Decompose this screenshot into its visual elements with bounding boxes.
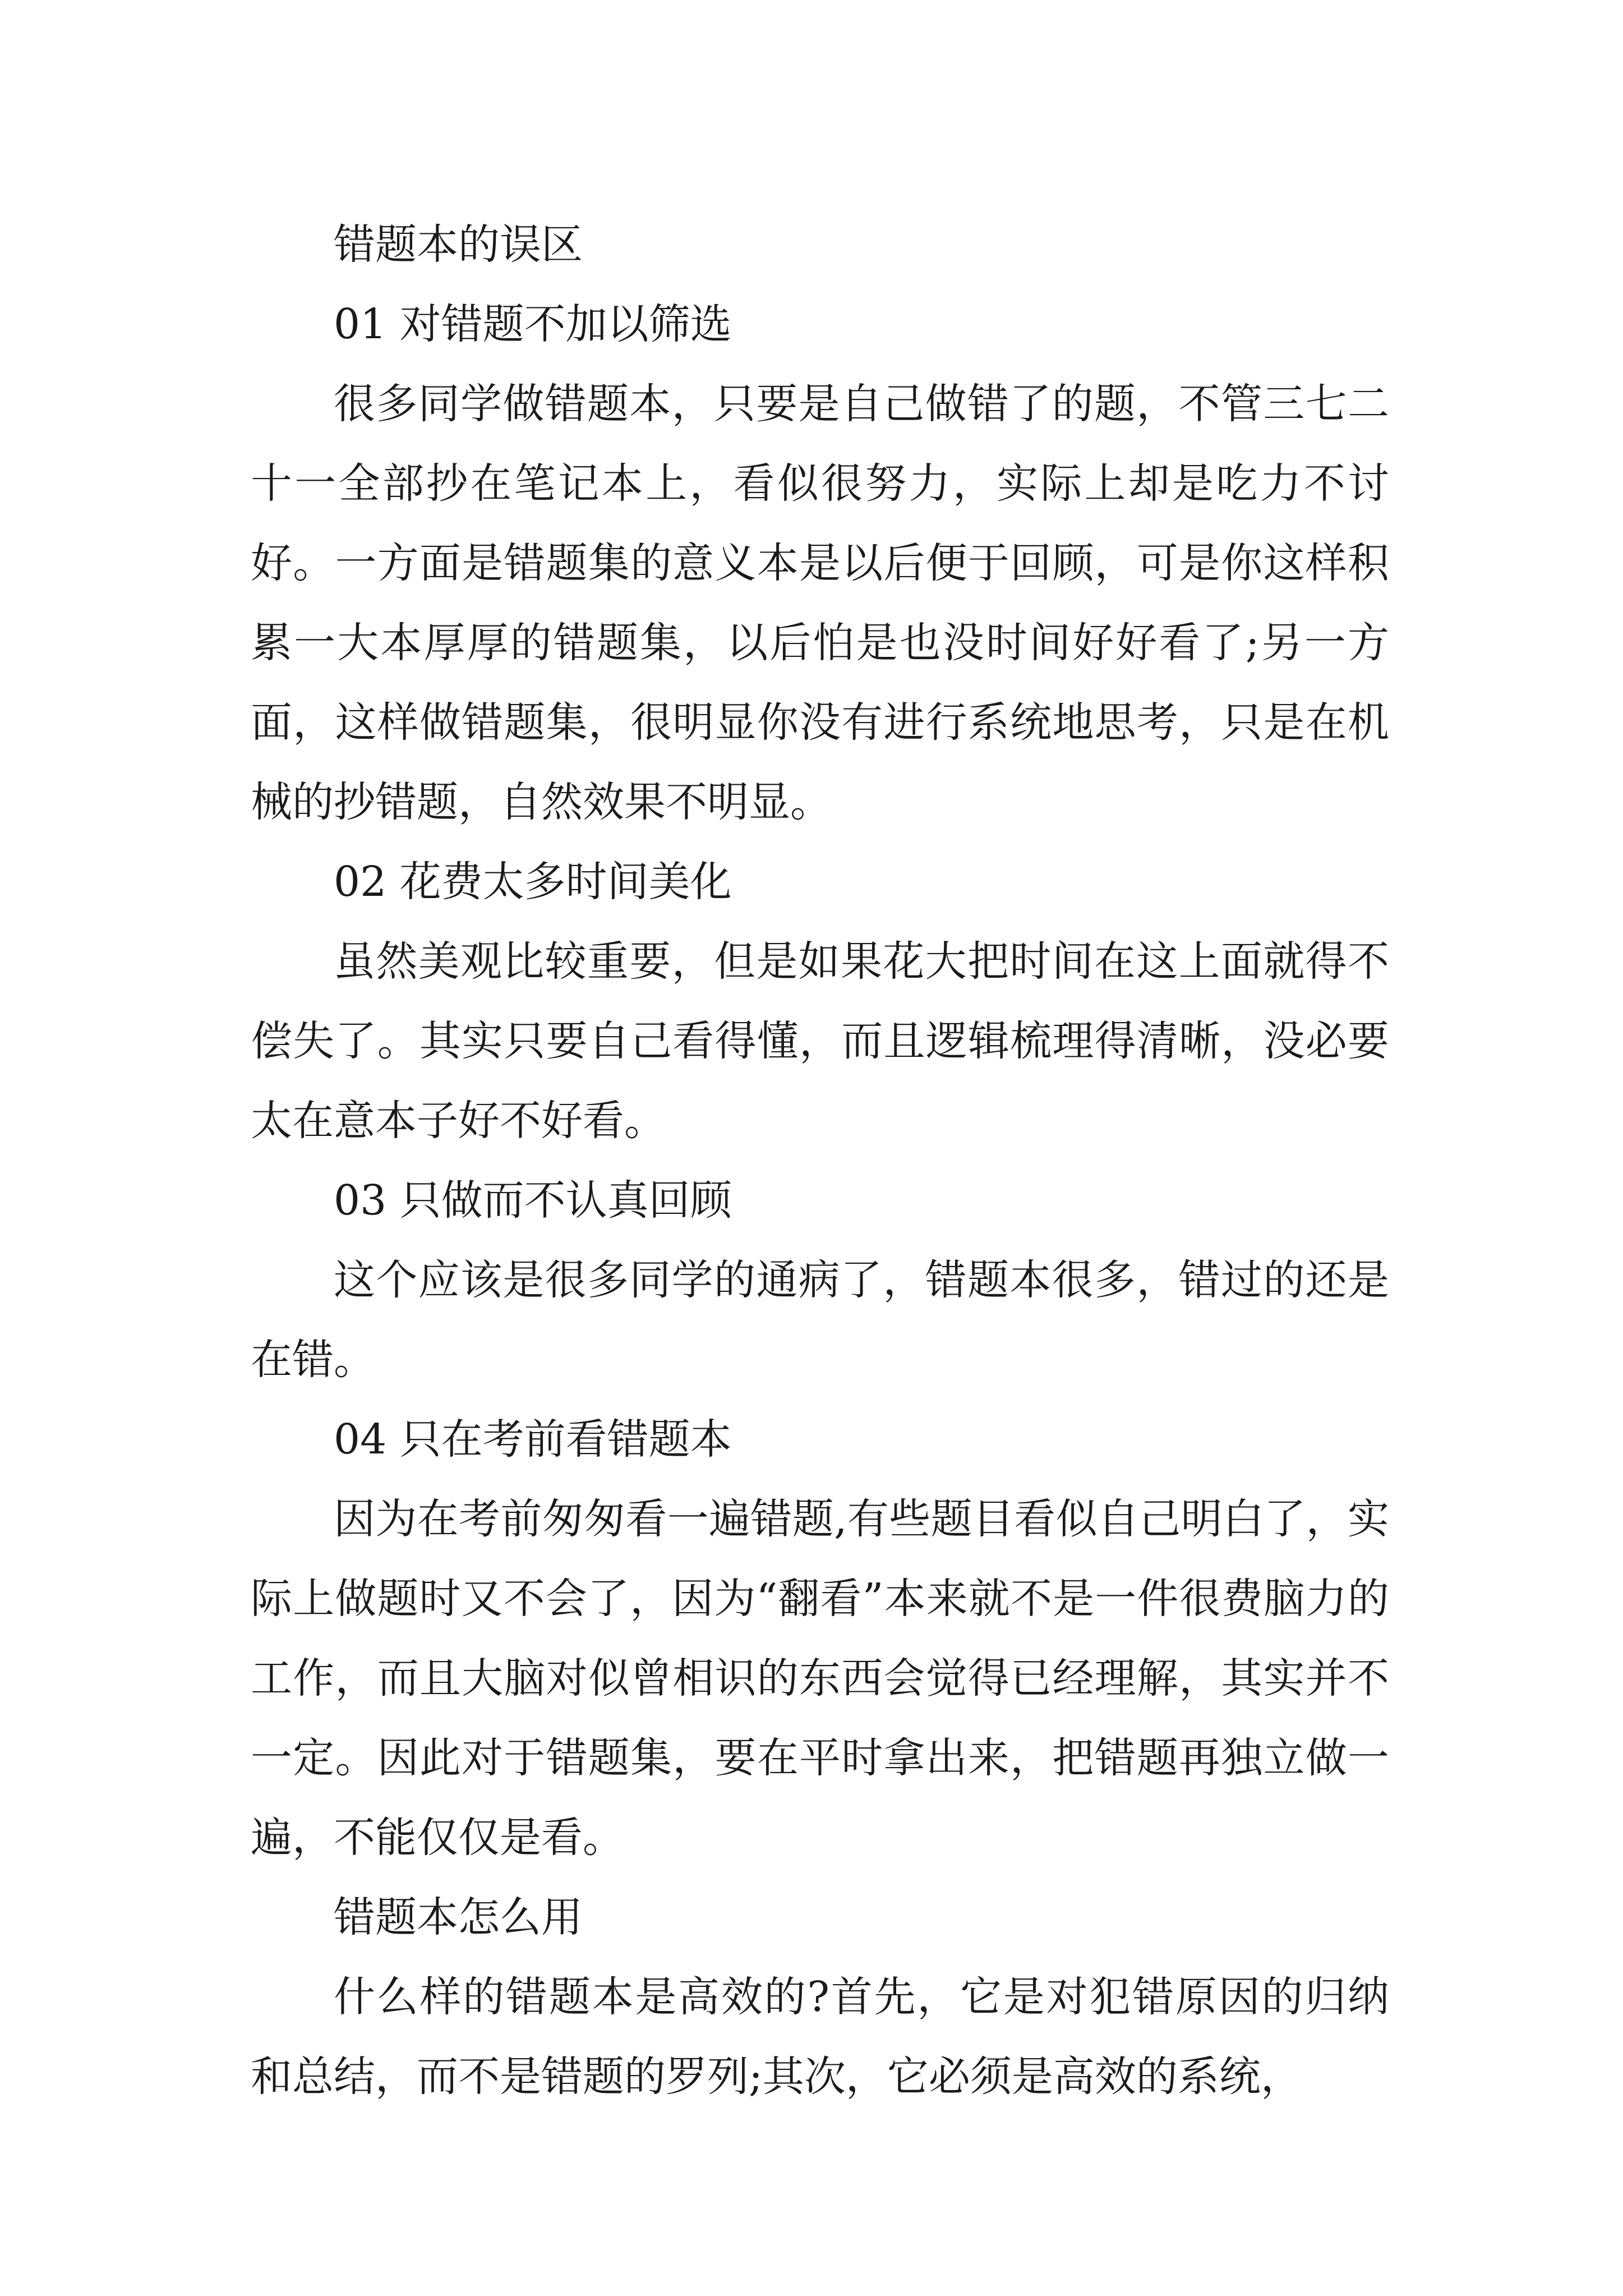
section-heading: 错题本的误区 bbox=[334, 220, 583, 269]
document-body bbox=[251, 205, 1389, 2116]
subsection-heading: 03 只做而不认真回顾 bbox=[334, 1176, 732, 1225]
subsection-heading: 04 只在考前看错题本 bbox=[334, 1415, 732, 1464]
section-heading: 错题本怎么用 bbox=[334, 1893, 583, 1941]
subsection-heading: 01 对错题不加以筛选 bbox=[334, 300, 732, 348]
body-paragraph: 什么样的错题本是高效的?首先，它是对犯错原因的归纳和总结，而不是错题的罗列;其次，它必须是高效的系统， bbox=[251, 1973, 1389, 2101]
body-paragraph: 虽然美观比较重要，但是如果花大把时间在这上面就得不偿失了。其实只要自己看得懂，而且逻辑梳理得清晰，没必要太在意本子好不好看。 bbox=[251, 937, 1389, 1145]
body-paragraph: 这个应该是很多同学的通病了，错题本很多，错过的还是在错。 bbox=[251, 1256, 1389, 1384]
subsection-heading: 02 花费太多时间美化 bbox=[334, 858, 732, 906]
body-paragraph: 因为在考前匆匆看一遍错题,有些题目看似自己明白了，实际上做题时又不会了，因为“翻看”本来就不是一件很费脑力的工作，而且大脑对似曾相识的东西会觉得已经理解，其实并不一定。因此对于错题集，要在平时拿出来，把错题再独立做一遍，不能仅仅是看。 bbox=[251, 1495, 1389, 1862]
body-paragraph: 很多同学做错题本，只要是自己做错了的题，不管三七二十一全部抄在笔记本上，看似很努力，实际上却是吃力不讨好。一方面是错题集的意义本是以后便于回顾，可是你这样积累一大本厚厚的错题集，以后怕是也没时间好好看了;另一方面，这样做错题集，很明显你没有进行系统地思考，只是在机械的抄错题，自然效果不明显。 bbox=[251, 380, 1389, 826]
